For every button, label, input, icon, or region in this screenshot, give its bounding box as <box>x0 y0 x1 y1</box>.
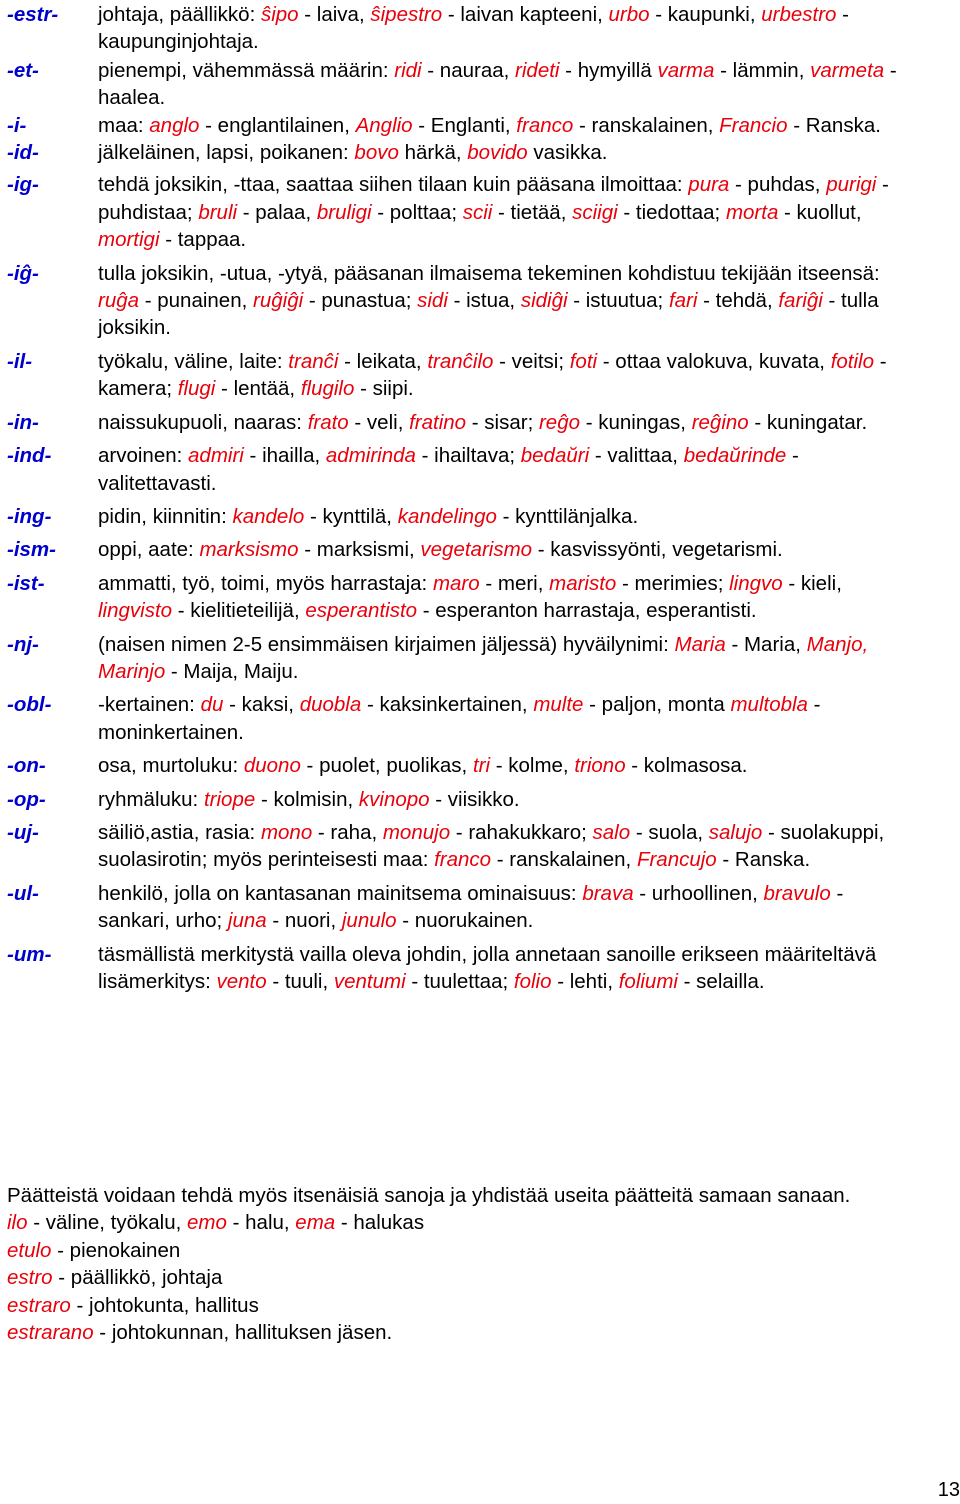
definition-text: - puhdistaa; <box>98 173 889 224</box>
definition-text: - puolet, puolikas, <box>300 754 473 778</box>
example-word: junulo <box>341 909 397 933</box>
suffix-entry <box>7 880 947 935</box>
definition-text: - nauraa, <box>421 58 516 82</box>
suffix-definition <box>98 631 947 686</box>
example-word: triope <box>203 787 256 811</box>
example-word: marksismo <box>199 538 299 562</box>
definition-text: - Maria, <box>725 632 807 656</box>
suffix-entry <box>7 1 947 56</box>
definition-text: naissukupuoli, naaras: <box>98 410 308 434</box>
suffix-definition <box>98 752 947 779</box>
example-word: du <box>200 693 224 717</box>
example-word: urbestro <box>761 3 837 26</box>
definition-text: - ihailtava; <box>415 444 521 468</box>
suffix-label: -obl- <box>7 693 52 717</box>
footer-example-line <box>7 1209 907 1236</box>
definition-text: - istua, <box>447 289 521 313</box>
example-word: franco <box>516 113 574 137</box>
suffix-definition <box>98 409 947 436</box>
definition-text: - Englanti, <box>412 113 517 137</box>
definition-text: - suola, <box>630 820 709 844</box>
definition-text: - viisikko. <box>429 787 520 811</box>
suffix-definition <box>98 503 947 530</box>
suffix-entry <box>7 139 947 166</box>
example-word: ema <box>295 1211 336 1235</box>
definition-text: - ranskalainen, <box>491 848 637 872</box>
definition-text: - kaupunki, <box>649 3 762 26</box>
suffix-label: -op- <box>7 787 46 811</box>
example-word: maro <box>432 571 480 595</box>
definition-text: - sankari, urho; <box>98 881 844 933</box>
suffix-label: -ist- <box>7 571 45 595</box>
suffix-label: -uj- <box>7 820 39 844</box>
example-word: estro <box>7 1266 53 1290</box>
example-word: triono <box>574 754 626 778</box>
example-word: maristo <box>549 571 617 595</box>
suffix-definition <box>98 941 947 996</box>
example-word: varmeta <box>810 58 885 82</box>
definition-text: pidin, kiinnitin: <box>98 504 233 528</box>
example-word: sidiĝi <box>520 289 568 313</box>
definition-text: - selailla. <box>677 970 765 993</box>
definition-text: - raha, <box>312 820 383 844</box>
suffix-entry <box>7 409 947 436</box>
definition-text: - polttaa; <box>371 200 463 224</box>
suffix-entry <box>7 752 947 779</box>
suffix-entry <box>7 786 947 813</box>
definition-text: työkalu, väline, laite: <box>98 349 289 373</box>
suffix-definition <box>98 819 947 874</box>
definition-text: - siipi. <box>354 377 414 401</box>
definition-text: - tiedottaa; <box>617 200 726 224</box>
suffix-entry <box>7 691 947 746</box>
definition-text: - suolakuppi, suolasirotin; myös perinteisesti maa: <box>98 820 885 872</box>
definition-text: - ihailla, <box>243 444 326 468</box>
example-word: bovo <box>354 141 399 165</box>
definition-text: - urhoollinen, <box>633 881 764 905</box>
definition-text: - veitsi; <box>493 349 570 373</box>
example-word: bravulo <box>763 881 831 905</box>
footer-example-line <box>7 1319 907 1346</box>
example-word: sciigi <box>572 200 618 224</box>
example-word: monujo <box>382 820 451 844</box>
example-word: fari <box>668 289 698 313</box>
definition-text: - lentää, <box>215 377 301 401</box>
definition-text: - johtokunta, hallitus <box>70 1293 259 1317</box>
suffix-definition <box>98 260 947 342</box>
definition-text: - puhdas, <box>729 173 827 197</box>
definition-text: - rahakukkaro; <box>450 820 593 844</box>
example-word: folio <box>513 970 552 993</box>
definition-text: - Maija, Maiju. <box>165 659 299 683</box>
definition-text: - kolmasosa. <box>625 754 748 778</box>
suffix-definition <box>98 171 947 253</box>
definition-text: - paljon, monta <box>583 693 731 717</box>
definition-text: johtaja, päällikkö: <box>98 3 261 26</box>
definition-text: - Ranska. <box>716 848 811 872</box>
example-word: bedaŭrinde <box>683 444 787 468</box>
definition-text: - laiva, <box>298 3 371 26</box>
definition-text: - esperanton harrastaja, esperantisti. <box>417 599 757 623</box>
definition-text: - tuulettaa; <box>405 970 514 993</box>
suffix-entry <box>7 536 947 563</box>
definition-text: - tuuli, <box>266 970 334 993</box>
example-word: foliumi <box>618 970 678 993</box>
definition-text: - kaupunginjohtaja. <box>98 3 849 54</box>
example-word: flugi <box>177 377 216 401</box>
example-word: mortigi <box>98 228 160 252</box>
definition-text: - valittaa, <box>589 444 684 468</box>
example-word: emo <box>187 1211 227 1235</box>
example-word: ridi <box>394 58 422 82</box>
suffix-definition <box>98 112 947 139</box>
suffix-definition <box>98 442 947 497</box>
definition-text: - halukas <box>335 1211 425 1235</box>
suffix-label: -ing- <box>7 504 52 528</box>
footer-example-line <box>7 1237 907 1264</box>
suffix-label: -nj- <box>7 632 39 656</box>
example-word: vegetarismo <box>420 538 533 562</box>
example-word: tranĉi <box>288 349 339 373</box>
example-word: multobla <box>730 693 808 717</box>
example-word: ruĝiĝi <box>253 289 304 313</box>
definition-text: - ottaa valokuva, kuvata, <box>597 349 831 373</box>
example-word: estrarano <box>7 1321 94 1345</box>
example-word: tranĉilo <box>427 349 494 373</box>
example-word: fotilo <box>830 349 875 373</box>
definition-text: - tietää, <box>492 200 573 224</box>
suffix-label: -ig- <box>7 173 39 197</box>
suffix-label: -um- <box>7 942 52 966</box>
definition-text: arvoinen: <box>98 444 189 468</box>
example-word: sidi <box>417 289 448 313</box>
definition-text: jälkeläinen, lapsi, poikanen: <box>98 141 355 165</box>
definition-text: - veli, <box>348 410 410 434</box>
suffix-entry <box>7 442 947 497</box>
example-word: vento <box>216 970 267 993</box>
suffix-definition <box>98 348 947 403</box>
example-word: rideti <box>515 58 560 82</box>
example-word: scii <box>462 200 493 224</box>
example-word: Manjo, Marinjo <box>98 632 869 683</box>
definition-text: - sisar; <box>466 410 539 434</box>
suffix-entry <box>7 260 947 342</box>
example-word: flugilo <box>300 377 355 401</box>
definition-text: - tehdä, <box>697 289 779 313</box>
definition-text: - kaksi, <box>223 693 300 717</box>
definition-text: - kolmisin, <box>255 787 359 811</box>
example-word: juna <box>227 909 267 933</box>
definition-text: - marksismi, <box>298 538 421 562</box>
definition-text: - kamera; <box>98 349 887 401</box>
example-word: ruĝa <box>98 289 140 313</box>
example-word: purigi <box>826 173 877 197</box>
definition-text: - hymyillä <box>559 58 658 82</box>
example-word: bovido <box>467 141 528 165</box>
suffix-list <box>7 1 947 995</box>
footer-example-lines <box>7 1209 907 1346</box>
definition-text: - kuningas, <box>580 410 692 434</box>
footer-intro: Päätteistä voidaan tehdä myös itsenäisiä sanoja ja yhdistää useita päätteitä samaan sanaan. <box>7 1184 851 1207</box>
definition-text: - kaksinkertainen, <box>361 693 534 717</box>
definition-text: - punastua; <box>303 289 418 313</box>
example-word: lingvo <box>729 571 783 595</box>
suffix-definition <box>98 139 947 166</box>
example-word: Francio <box>719 113 788 137</box>
suffix-entry <box>7 631 947 686</box>
suffix-label: -et- <box>7 58 39 82</box>
example-word: Anglio <box>355 113 413 137</box>
suffix-label: -ul- <box>7 881 39 905</box>
suffix-entry <box>7 941 947 996</box>
definition-text: -kertainen: <box>98 693 201 717</box>
suffix-entry <box>7 112 947 139</box>
definition-text: - halu, <box>226 1211 296 1235</box>
definition-text: - pienokainen <box>51 1238 181 1262</box>
definition-text: osa, murtoluku: <box>98 754 244 778</box>
example-word: mono <box>260 820 313 844</box>
suffix-definition <box>98 786 947 813</box>
example-word: bedaŭri <box>520 444 590 468</box>
example-word: urbo <box>608 3 650 26</box>
definition-text: - moninkertainen. <box>98 693 821 744</box>
definition-text: - merimies; <box>616 571 730 595</box>
definition-text: - kolme, <box>490 754 575 778</box>
example-word: salo <box>592 820 631 844</box>
example-word: frato <box>307 410 349 434</box>
example-word: duono <box>243 754 301 778</box>
definition-text: - ranskalainen, <box>573 113 720 137</box>
example-word: kandelo <box>232 504 305 528</box>
suffix-definition <box>98 570 947 625</box>
example-word: fariĝi <box>778 289 823 313</box>
example-word: reĝino <box>691 410 749 434</box>
footer-notes <box>7 1182 907 1346</box>
definition-text: - nuorukainen. <box>396 909 534 933</box>
example-word: brava <box>582 881 634 905</box>
definition-text: täsmällistä merkitystä vailla oleva johdin, jolla annetaan sanoille erikseen määriteltävä lisämerkitys: <box>98 942 877 993</box>
definition-text: - lehti, <box>551 970 619 993</box>
example-word: admirinda <box>325 444 416 468</box>
suffix-definition <box>98 57 947 112</box>
example-word: Maria <box>674 632 726 656</box>
definition-text: säiliö,astia, rasia: <box>98 820 261 844</box>
suffix-entry <box>7 171 947 253</box>
definition-text: - kuningatar. <box>748 410 868 434</box>
example-word: kvinopo <box>358 787 430 811</box>
example-word: multe <box>533 693 584 717</box>
suffix-label: -ind- <box>7 444 52 468</box>
definition-text: - laivan kapteeni, <box>442 3 609 26</box>
suffix-label: -on- <box>7 754 46 778</box>
definition-text: ammatti, työ, toimi, myös harrastaja: <box>98 571 433 595</box>
definition-text: - kuollut, <box>778 200 862 224</box>
definition-text: - tulla joksikin. <box>98 289 879 340</box>
example-word: esperantisto <box>305 599 418 623</box>
example-word: Francujo <box>636 848 717 872</box>
definition-text: henkilö, jolla on kantasanan mainitsema ominaisuus: <box>98 881 583 905</box>
suffix-definition <box>98 536 947 563</box>
definition-text: - meri, <box>479 571 550 595</box>
footer-example-line <box>7 1264 907 1291</box>
example-word: salujo <box>708 820 763 844</box>
suffix-entry <box>7 819 947 874</box>
suffix-label: -estr- <box>7 3 59 26</box>
definition-text: - lämmin, <box>714 58 811 82</box>
definition-text: (naisen nimen 2-5 ensimmäisen kirjaimen jäljessä) hyväilynimi: <box>98 632 675 656</box>
definition-text: - englantilainen, <box>199 113 356 137</box>
example-word: varma <box>657 58 715 82</box>
example-word: lingvisto <box>98 599 173 623</box>
definition-text: - palaa, <box>237 200 317 224</box>
definition-text: oppi, aate: <box>98 538 200 562</box>
definition-text: - Ranska. <box>787 113 881 137</box>
example-word: duobla <box>299 693 362 717</box>
example-word: morta <box>725 200 779 224</box>
example-word: ilo <box>7 1211 28 1235</box>
definition-text: - leikata, <box>338 349 428 373</box>
suffix-entry <box>7 503 947 530</box>
definition-text: vasikka. <box>527 141 608 165</box>
example-word: pura <box>688 173 730 197</box>
definition-text: - haalea. <box>98 58 897 110</box>
definition-text: pienempi, vähemmässä määrin: <box>98 58 395 82</box>
example-word: reĝo <box>538 410 581 434</box>
suffix-definition <box>98 880 947 935</box>
suffix-entry <box>7 57 947 112</box>
definition-text: - valitettavasti. <box>98 444 799 495</box>
definition-text: - kynttilänjalka. <box>496 504 639 528</box>
definition-text: - istuutua; <box>567 289 669 313</box>
definition-text: - kynttilä, <box>304 504 398 528</box>
example-word: anglo <box>149 113 200 137</box>
example-word: kandelingo <box>397 504 497 528</box>
page-number: 13 <box>937 1479 960 1501</box>
suffix-definition <box>98 691 947 746</box>
suffix-label: -id- <box>7 141 39 165</box>
example-word: ŝipo <box>260 3 299 26</box>
example-word: estraro <box>7 1293 71 1317</box>
suffix-label: -i- <box>7 113 27 137</box>
definition-text: - nuori, <box>266 909 342 933</box>
example-word: bruli <box>198 200 238 224</box>
suffix-definition <box>98 1 947 56</box>
definition-text: maa: <box>98 113 150 137</box>
definition-text: - kasvissyönti, vegetarismi. <box>532 538 783 562</box>
definition-text: tehdä joksikin, -ttaa, saattaa siihen tilaan kuin pääsana ilmoittaa: <box>98 173 689 197</box>
footer-example-line <box>7 1292 907 1319</box>
suffix-entry <box>7 570 947 625</box>
definition-text: - kielitieteilijä, <box>172 599 306 623</box>
example-word: etulo <box>7 1238 52 1262</box>
definition-text: - tappaa. <box>159 228 247 252</box>
definition-text: - johtokunnan, hallituksen jäsen. <box>93 1321 393 1345</box>
suffix-label: -iĝ- <box>7 261 39 285</box>
definition-text: - punainen, <box>139 289 254 313</box>
example-word: foti <box>569 349 598 373</box>
definition-text: härkä, <box>398 141 468 165</box>
example-word: admiri <box>188 444 244 468</box>
definition-text: - väline, työkalu, <box>27 1211 188 1235</box>
suffix-label: -ism- <box>7 538 56 562</box>
definition-text: tulla joksikin, -utua, -ytyä, pääsanan ilmaisema tekeminen kohdistuu tekijään itseensä: <box>98 261 880 285</box>
definition-text: - päällikkö, johtaja <box>52 1266 223 1290</box>
suffix-label: -il- <box>7 349 33 373</box>
example-word: ŝipestro <box>370 3 443 26</box>
example-word: fratino <box>409 410 467 434</box>
definition-text: ryhmäluku: <box>98 787 204 811</box>
suffix-entry <box>7 348 947 403</box>
suffix-label: -in- <box>7 410 39 434</box>
example-word: franco <box>434 848 492 872</box>
example-word: tri <box>472 754 491 778</box>
definition-text: - kieli, <box>782 571 842 595</box>
example-word: bruligi <box>316 200 372 224</box>
example-word: ventumi <box>333 970 406 993</box>
